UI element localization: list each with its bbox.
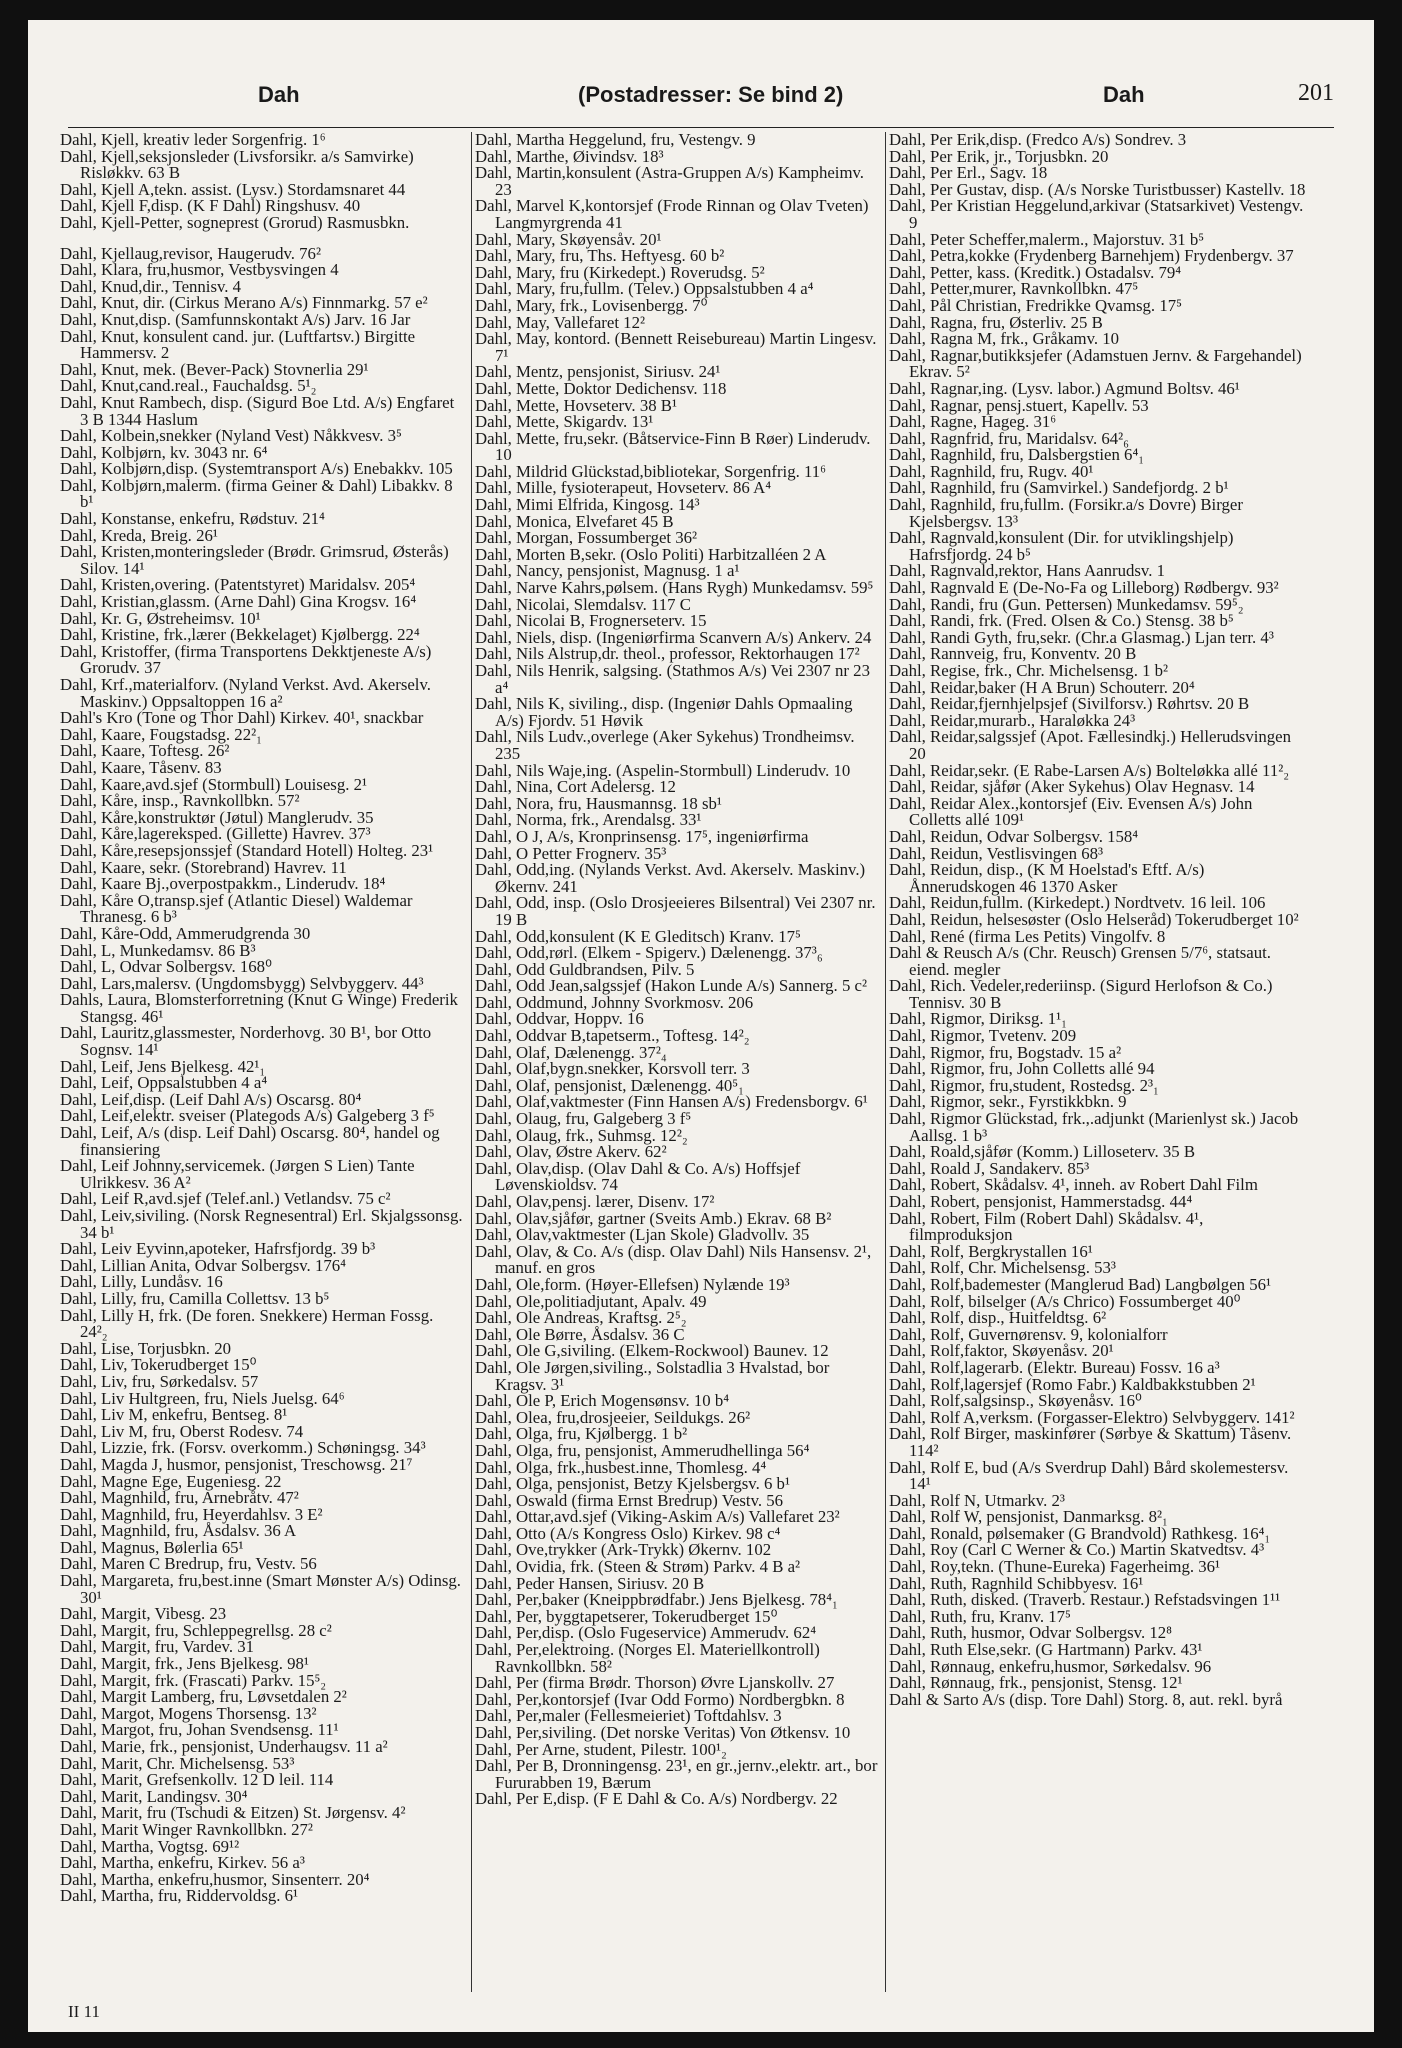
- directory-entry: Dahl, Nicolai B, Frognerseterv. 15: [475, 611, 707, 631]
- directory-entry: Dahl, Reidun,fullm. (Kirkedept.) Nordtvetv. 16 leil. 106: [889, 893, 1266, 913]
- directory-entry: Dahl, Pål Christian, Fredrikke Qvamsg. 17⁵: [889, 295, 1182, 315]
- directory-page: [28, 20, 1374, 2032]
- directory-entry: Dahl, Rolf,faktor, Skøyenåsv. 20¹: [889, 1341, 1114, 1361]
- directory-entry: Dahl, Kjell A,tekn. assist. (Lysv.) Stordamsnaret 44: [60, 179, 406, 199]
- directory-entry: Dahl, Olav,sjåfør, gartner (Sveits Amb.) Ekrav. 68 B²: [475, 1208, 832, 1228]
- directory-entry: Dahl, Kaare, sekr. (Storebrand) Havrev. 11: [60, 857, 347, 877]
- directory-entry: Dahl & Sarto A/s (disp. Tore Dahl) Storg. 8, aut. rekl. byrå: [889, 1689, 1283, 1709]
- directory-entry: Dahl, Liv, fru, Sørkedalsv. 57: [60, 1371, 259, 1391]
- directory-entry: Dahl, Kjell,seksjonsleder (Livsforsikr. a/s Samvirke) Risløkkv. 63 B: [60, 146, 414, 183]
- directory-entry: Dahl, Nils Alstrup,dr. theol., professor, Rektorhaugen 17²: [475, 644, 860, 664]
- directory-entry: Dahl, Ragnar,ing. (Lysv. labor.) Agmund Boltsv. 46¹: [889, 378, 1240, 398]
- directory-entry: Dahl, Margot, fru, Johan Svendsensg. 11¹: [60, 1720, 339, 1740]
- directory-entry: Dahl, Rønnaug, frk., pensjonist, Stensg. 12¹: [889, 1673, 1183, 1693]
- directory-entry: Dahl, Kristoffer, (firma Transportens Dekktjeneste A/s) Grorudv. 37: [60, 641, 432, 678]
- directory-entry: Dahl, Oddvar B,tapetserm., Toftesg. 14²₂: [475, 1026, 750, 1046]
- directory-entry: Dahl, Reidar,salgssjef (Apot. Fællesindkj.) Hellerudsvingen 20: [889, 727, 1292, 763]
- directory-entry: Dahl, Knut,disp. (Samfunnskontakt A/s) Jarv. 16 Jar: [60, 309, 411, 329]
- directory-entry: Dahl, Nils Ludv.,overlege (Aker Sykehus) Trondheimsv. 235: [475, 727, 855, 763]
- directory-entry: Dahl, Mette, Hovseterv. 38 B¹: [475, 395, 678, 415]
- directory-entry: Dahl, Mildrid Glückstad,bibliotekar, Sorgenfrig. 11⁶: [475, 461, 827, 481]
- directory-entry: Dahl, Kåre O,transp.sjef (Atlantic Diesel) Waldemar Thranesg. 6 b³: [60, 890, 413, 927]
- directory-entry: Dahl, Oswald (firma Ernst Bredrup) Vestv. 56: [475, 1490, 784, 1510]
- directory-entry: Dahl, May, Vallefaret 12²: [475, 312, 645, 332]
- header-center-note: (Postadresser: Se bind 2): [578, 82, 844, 107]
- directory-entry: Dahl, Peter Scheffer,malerm., Majorstuv. 31 b⁵: [889, 229, 1205, 249]
- directory-entry: Dahl, Marthe, Øivindsv. 18³: [475, 146, 664, 166]
- directory-entry: Dahl, Magne Ege, Eugeniesg. 22: [60, 1471, 282, 1491]
- directory-entry: Dahl, Kolbjørn,disp. (Systemtransport A/s) Enebakkv. 105: [60, 459, 453, 479]
- directory-entry: Dahl, Rolf A,verksm. (Forgasser-Elektro) Selvbyggerv. 141²: [889, 1407, 1295, 1427]
- directory-entry: Dahl, Reidar,fjernhjelpsjef (Sivilforsv.) Røhrtsv. 20 B: [889, 694, 1250, 714]
- directory-entry: Dahl, Ole,politiadjutant, Apalv. 49: [475, 1291, 707, 1311]
- directory-entry: Dahl, Otto (A/s Kongress Oslo) Kirkev. 98 c⁴: [475, 1523, 781, 1543]
- directory-entry: Dahl, Mary, Skøyensåv. 20¹: [475, 229, 662, 249]
- directory-entry: Dahl, Rolf E, bud (A/s Sverdrup Dahl) Bård skolemestersv. 14¹: [889, 1457, 1289, 1494]
- directory-entry: Dahl, Per Erik, jr., Torjusbkn. 20: [889, 146, 1109, 166]
- directory-entry: Dahl, Reidar,murarb., Haraløkka 24³: [889, 710, 1136, 730]
- directory-entry: Dahl, Monica, Elvefaret 45 B: [475, 511, 674, 531]
- directory-entry: Dahl, Kristen,monteringsleder (Brødr. Grimsrud, Østerås) Silov. 14¹: [60, 542, 449, 578]
- directory-entry: Dahl, Nicolai, Slemdalsv. 117 C: [475, 594, 691, 614]
- directory-entry: Dahl, Kr. G, Østreheimsv. 10¹: [60, 608, 261, 628]
- directory-entry: Dahl, Rigmor, fru,student, Rostedsg. 2³₁: [889, 1075, 1159, 1095]
- directory-entry: Dahl, Rolf, bilselger (A/s Chrico) Fossumberget 40⁰: [889, 1291, 1241, 1311]
- directory-entry: Dahl, Mary, fru, Ths. Heftyesg. 60 b²: [475, 246, 725, 266]
- directory-entry: Dahl, Ottar,avd.sjef (Viking-Askim A/s) Vallefaret 23²: [475, 1507, 840, 1527]
- directory-entry: Dahl, Per Kristian Heggelund,arkivar (Statsarkivet) Vestengv. 9: [889, 196, 1304, 232]
- directory-entry: Dahl, Marie, frk., pensjonist, Underhaugsv. 11 a²: [60, 1737, 388, 1756]
- directory-entry: Dahl, Nils Henrik, salgsing. (Stathmos A/s) Vei 2307 nr 23 a⁴: [475, 661, 870, 697]
- directory-entry: Dahl, Per B, Dronningensg. 23¹, en gr.,jernv.,elektr. art., bor Fururabben 19, Bærum: [475, 1756, 878, 1792]
- directory-entry: Dahl, Per,disp. (Oslo Fugeservice) Ammerudv. 62⁴: [475, 1623, 817, 1643]
- directory-entry: Dahl, Knut, konsulent cand. jur. (Luftfartsv.) Birgitte Hammersv. 2: [60, 326, 416, 363]
- directory-entry: Dahl, Roy (Carl C Werner & Co.) Martin Skatvedtsv. 4³: [889, 1540, 1265, 1560]
- directory-entry: Dahl, Rolf, Bergkrystallen 16¹: [889, 1241, 1093, 1261]
- directory-entry: Dahl, Kaare, Tåsenv. 83: [60, 757, 222, 777]
- directory-entry: Dahl, Olea, fru,drosjeeier, Seildukgs. 26²: [475, 1407, 751, 1427]
- directory-entry: Dahl, Kristian,glassm. (Arne Dahl) Gina Krogsv. 16⁴: [60, 592, 417, 612]
- directory-entry: Dahl, Petter, kass. (Kreditk.) Ostadalsv. 79⁴: [889, 262, 1182, 282]
- directory-entry: Dahl, Ruth, husmor, Odvar Solbergsv. 12⁸: [889, 1623, 1172, 1643]
- directory-entry: Dahl, Mette, Skigardv. 13¹: [475, 412, 654, 432]
- directory-entry: Dahl, Mary, frk., Lovisenbergg. 7⁰: [475, 295, 708, 315]
- directory-entry: Dahl, Rich. Vedeler,rederiinsp. (Sigurd Herlofson & Co.) Tennisv. 30 B: [889, 976, 1273, 1012]
- directory-entry: Dahl, Ove,trykker (Ark-Trykk) Økernv. 102: [475, 1540, 772, 1560]
- directory-entry: Dahl, Olga, frk.,husbest.inne, Thomlesg. 4⁴: [475, 1457, 767, 1477]
- directory-entry: Dahl, Per,kontorsjef (Ivar Odd Formo) Nordbergbkn. 8: [475, 1689, 845, 1709]
- directory-entry: Dahl, Roy,tekn. (Thune-Eureka) Fagerheimg. 36¹: [889, 1557, 1221, 1577]
- directory-entry: Dahl, Margit, frk., Jens Bjelkesg. 98¹: [60, 1654, 309, 1674]
- directory-entry: Dahl, Konstanse, enkefru, Rødstuv. 21⁴: [60, 509, 325, 529]
- directory-entry: Dahl, Kjellaug,revisor, Haugerudv. 76²: [60, 243, 321, 263]
- directory-entry: Dahl, Ole Andreas, Kraftsg. 2⁵₂: [475, 1308, 687, 1328]
- directory-entry: Dahl, Mary, fru,fullm. (Telev.) Oppsalstubben 4 a⁴: [475, 279, 814, 299]
- directory-entry: Dahl, Kjell-Petter, sogneprest (Grorud) Rasmusbkn.: [60, 212, 410, 232]
- directory-entry: Dahl, Kåre,resepsjonssjef (Standard Hotell) Holteg. 23¹: [60, 840, 434, 860]
- directory-entry: Dahl, Kolbein,snekker (Nyland Vest) Nåkkvesv. 3⁵: [60, 426, 402, 446]
- directory-entry: Dahl, Martha, enkefru,husmor, Sinsenterr. 20⁴: [60, 1869, 370, 1889]
- directory-entry: Dahl, Ronald, pølsemaker (G Brandvold) Rathkesg. 16⁴₁: [889, 1523, 1271, 1543]
- column-2: [475, 132, 879, 2002]
- directory-entry: Dahl, Ragna M, frk., Gråkamv. 10: [889, 329, 1120, 349]
- directory-entry: Dahl, Randi, frk. (Fred. Olsen & Co.) Stensg. 38 b⁵: [889, 611, 1234, 631]
- directory-entry: Dahl, Magnhild, fru, Heyerdahlsv. 3 E²: [60, 1504, 323, 1524]
- directory-entry: Dahl, Peder Hansen, Siriusv. 20 B: [475, 1573, 705, 1593]
- page-header: [68, 60, 1334, 107]
- directory-entry: Dahl, Odd, insp. (Oslo Drosjeeieres Bilsentral) Vei 2307 nr. 19 B: [475, 893, 876, 929]
- directory-entry: Dahl, Olaf, Dælenengg. 37²₄: [475, 1042, 667, 1062]
- directory-entry: Dahl, Petter,murer, Ravnkollbkn. 47⁵: [889, 279, 1139, 299]
- directory-entry: Dahl, Kreda, Breig. 26¹: [60, 525, 218, 545]
- directory-entry: Dahl, Rolf, Chr. Michelsensg. 53³: [889, 1258, 1116, 1278]
- directory-entry: Dahl, Rolf W, pensjonist, Danmarksg. 8²₁: [889, 1507, 1168, 1527]
- directory-entry: Dahl, Rolf, Guvernørensv. 9, kolonialforr: [889, 1324, 1168, 1344]
- directory-entry: Dahl, Kolbjørn, kv. 3043 nr. 6⁴: [60, 442, 268, 462]
- directory-entry: Dahl, Kåre-Odd, Ammerudgrenda 30: [60, 923, 311, 943]
- directory-entry: Dahl, Roald J, Sandakerv. 85³: [889, 1158, 1090, 1178]
- directory-entry: Dahl, Lilly, Lundåsv. 16: [60, 1272, 223, 1292]
- directory-entry: Dahl, Leif,disp. (Leif Dahl A/s) Oscarsg. 80⁴: [60, 1089, 362, 1109]
- directory-entry: Dahl, Liv M, enkefru, Bentseg. 8¹: [60, 1405, 288, 1425]
- directory-entry: Dahl, Mette, Doktor Dedichensv. 118: [475, 378, 727, 398]
- directory-entry: Dahl, Petra,kokke (Frydenberg Barnehjem) Frydenbergv. 37: [889, 246, 1294, 266]
- directory-entry: Dahl's Kro (Tone og Thor Dahl) Kirkev. 40¹, snackbar: [60, 708, 424, 728]
- page-footer: II 11: [68, 2002, 100, 2021]
- directory-entry: Dahl, Ole G,siviling. (Elkem-Rockwool) Baunev. 12: [475, 1341, 829, 1361]
- directory-entry: Dahl, Olaf, pensjonist, Dælenengg. 40⁵₁: [475, 1075, 744, 1095]
- directory-entry: Dahl, Reidar Alex.,kontorsjef (Eiv. Evensen A/s) John Colletts allé 109¹: [889, 793, 1253, 830]
- directory-entry: Dahl, Rigmor, Diriksg. 1¹₁: [889, 1009, 1068, 1029]
- directory-entry: Dahl, Rigmor, fru, Bogstadv. 15 a²: [889, 1042, 1122, 1062]
- directory-entry: Dahl, Ragnvald,konsulent (Dir. for utviklingshjelp) Hafrsfjordg. 24 b⁵: [889, 528, 1234, 564]
- directory-entry: Dahl, Lise, Torjusbkn. 20: [60, 1338, 231, 1358]
- directory-entry: Dahl, Rolf,salgsinsp., Skøyenåsv. 16⁰: [889, 1391, 1142, 1411]
- directory-entry: Dahl, Ruth, disked. (Traverb. Restaur.) Refstadsvingen 1¹¹: [889, 1590, 1281, 1610]
- directory-entry: Dahl, Kaare, Fougstadsg. 22²₁: [60, 724, 262, 744]
- directory-entry: Dahl, Rigmor, Tvetenv. 209: [889, 1026, 1077, 1046]
- directory-entry: Dahl, Mimi Elfrida, Kingosg. 14³: [475, 495, 700, 515]
- directory-entry: Dahl, Per,baker (Kneippbrødfabr.) Jens Bjelkesg. 78⁴₁: [475, 1590, 838, 1610]
- directory-entry: Dahl, O J, A/s, Kronprinsensg. 17⁵, ingeniørfirma: [475, 826, 809, 846]
- directory-entry: Dahl, Nils Waje,ing. (Aspelin-Stormbull) Linderudv. 10: [475, 760, 851, 780]
- directory-entry: Dahl, Robert, Skådalsv. 4¹, inneh. av Robert Dahl Film: [889, 1175, 1258, 1195]
- directory-entry: Dahl, Margot, Mogens Thorsensg. 13²: [60, 1703, 317, 1723]
- directory-entry: Dahl, O Petter Frognerv. 35³: [475, 843, 667, 863]
- directory-entry: Dahl, Marvel K,kontorsjef (Frode Rinnan og Olav Tveten) Langmyrgrenda 41: [475, 196, 869, 232]
- directory-entry: Dahl, L, Odvar Solbergsv. 168⁰: [60, 957, 272, 977]
- directory-entry: Dahl, Knud,dir., Tennisv. 4: [60, 276, 242, 296]
- directory-entry: Dahl, Odd,ing. (Nylands Verkst. Avd. Akerselv. Maskinv.) Økernv. 241: [475, 860, 866, 896]
- directory-entry: Dahl, Morten B,sekr. (Oslo Politi) Harbitzalléen 2 A: [475, 544, 827, 564]
- directory-entry: Dahl, Ragnhild, fru, Dalsbergstien 6⁴₁: [889, 445, 1145, 465]
- directory-entry: Dahl, Ruth Else,sekr. (G Hartmann) Parkv. 43¹: [889, 1640, 1203, 1660]
- directory-entry: Dahl, Kolbjørn,malerm. (firma Geiner & Dahl) Libakkv. 8 b¹: [60, 475, 453, 512]
- directory-entry: Dahl, Maren C Bredrup, fru, Vestv. 56: [60, 1554, 317, 1574]
- directory-entry: Dahl, Marit Winger Ravnkollbkn. 27²: [60, 1819, 313, 1839]
- directory-entry: Dahl, Marit, fru (Tschudi & Eitzen) St. Jørgensv. 4²: [60, 1803, 406, 1823]
- directory-entry: Dahl, Randi, fru (Gun. Pettersen) Munkedamsv. 59⁵₂: [889, 594, 1244, 614]
- directory-entry: Dahl, Ruth, fru, Kranv. 17⁵: [889, 1606, 1071, 1626]
- directory-entry: Dahl, Ole P, Erich Mogensønsv. 10 b⁴: [475, 1391, 730, 1411]
- directory-entry: Dahl & Reusch A/s (Chr. Reusch) Grensen 5/7⁶, statsaut. eiend. megler: [889, 943, 1271, 979]
- directory-entry: Dahl, Ragna, fru, Østerliv. 25 B: [889, 312, 1103, 332]
- directory-entry: Dahl, Lars,malersv. (Ungdomsbygg) Selvbyggerv. 44³: [60, 973, 424, 993]
- directory-entry: Dahl, Ragnhild, fru,fullm. (Forsikr.a/s Dovre) Birger Kjelsbergsv. 13³: [889, 495, 1243, 531]
- directory-entry: Dahl, Martha, Vogtsg. 69¹²: [60, 1836, 240, 1856]
- directory-entry: Dahl, Odd,rørl. (Elkem - Spigerv.) Dælenengg. 37³₆: [475, 943, 823, 963]
- directory-entry: Dahl, Liv Hultgreen, fru, Niels Juelsg. 64⁶: [60, 1388, 345, 1408]
- directory-entry: Dahl, Lilly, fru, Camilla Collettsv. 13 b⁵: [60, 1288, 330, 1308]
- directory-entry: Dahl, Oddmund, Johnny Svorkmosv. 206: [475, 992, 754, 1012]
- directory-entry: Dahl, Per, byggtapetserer, Tokerudberget 15⁰: [475, 1606, 778, 1626]
- directory-entry: Dahl, Randi Gyth, fru,sekr. (Chr.a Glasmag.) Ljan terr. 4³: [889, 627, 1274, 647]
- directory-entry: Dahl, Ragnhild, fru (Samvirkel.) Sandefjordg. 2 b¹: [889, 478, 1229, 498]
- directory-entry: Dahl, Knut Rambech, disp. (Sigurd Boe Ltd. A/s) Engfaret 3 B 1344 Haslum: [60, 392, 455, 429]
- directory-entry: Dahl, Kåre,lagereksped. (Gillette) Havrev. 37³: [60, 824, 371, 844]
- directory-entry: Dahl, Norma, frk., Arendalsg. 33¹: [475, 810, 702, 830]
- directory-entry: Dahl, Kjell, kreativ leder Sorgenfrig. 1⁶: [60, 132, 326, 149]
- directory-entry: Dahl, Odd Guldbrandsen, Pilv. 5: [475, 959, 695, 979]
- column-1: [60, 132, 464, 2002]
- directory-entry: Dahl, Leif, Jens Bjelkesg. 42¹₁: [60, 1056, 266, 1076]
- directory-entry: Dahl, Regise, frk., Chr. Michelsensg. 1 b²: [889, 661, 1169, 680]
- directory-entry: Dahl, Olga, fru, pensjonist, Ammerudhellinga 56⁴: [475, 1440, 810, 1460]
- directory-entry: Dahl, Per E,disp. (F E Dahl & Co. A/s) Nordbergv. 22: [475, 1789, 838, 1809]
- directory-entry: Dahl, Olaug, frk., Suhmsg. 12²₂: [475, 1125, 688, 1145]
- column-3: [889, 132, 1307, 2002]
- directory-entry: Dahl, Martha Heggelund, fru, Vestengv. 9: [475, 132, 756, 149]
- directory-entry: Dahl, Magnus, Bølerlia 65¹: [60, 1537, 244, 1557]
- directory-entry: Dahl, Per Arne, student, Pilestr. 100¹₂: [475, 1739, 727, 1759]
- directory-entry: Dahl, Per,maler (Fellesmeieriet) Toftdahlsv. 3: [475, 1706, 782, 1726]
- directory-entry: Dahl, Olav,disp. (Olav Dahl & Co. A/s) Hoffsjef Løvenskioldsv. 74: [475, 1158, 801, 1195]
- directory-entry: Dahl, Per Gustav, disp. (A/s Norske Turistbusser) Kastellv. 18: [889, 179, 1306, 199]
- directory-entry: Dahl, L, Munkedamsv. 86 B³: [60, 940, 256, 960]
- directory-entry: Dahl, Roald,sjåfør (Komm.) Lilloseterv. 35 B: [889, 1142, 1196, 1162]
- directory-entry: Dahl, Margit, fru, Vardev. 31: [60, 1637, 255, 1657]
- directory-entry: Dahl, Margareta, fru,best.inne (Smart Mønster A/s) Odinsg. 30¹: [60, 1571, 461, 1607]
- directory-entry: Dahl, Olav,pensj. lærer, Disenv. 17²: [475, 1192, 715, 1211]
- directory-entry: Dahl, Nina, Cort Adelersg. 12: [475, 777, 676, 797]
- directory-entry: Dahls, Laura, Blomsterforretning (Knut G Winge) Frederik Stangsg. 46¹: [60, 990, 458, 1026]
- directory-entry: Dahl, Rønnaug, enkefru,husmor, Sørkedalsv. 96: [889, 1656, 1212, 1676]
- directory-entry: Dahl, Ovidia, frk. (Steen & Strøm) Parkv. 4 B a²: [475, 1557, 801, 1577]
- directory-entry: Dahl, Lauritz,glassmester, Norderhovg. 30 B¹, bor Otto Sognsv. 14¹: [60, 1023, 432, 1060]
- directory-entry: Dahl, Olga, pensjonist, Betzy Kjelsbergsv. 6 b¹: [475, 1474, 790, 1494]
- directory-entry: Dahl, Martha, fru, Riddervoldsg. 6¹: [60, 1886, 299, 1906]
- directory-entry: Dahl, Marit, Landingsv. 30⁴: [60, 1786, 248, 1806]
- directory-entry: Dahl, Krf.,materialforv. (Nyland Verkst. Avd. Akerselv. Maskinv.) Oppsaltoppen 16 a²: [60, 675, 431, 711]
- directory-entry: Dahl, Rigmor Glückstad, frk.,.adjunkt (Marienlyst sk.) Jacob Aallsg. 1 b³: [889, 1109, 1299, 1145]
- directory-entry: Dahl, May, kontord. (Bennett Reisebureau) Martin Lingesv. 7¹: [475, 329, 877, 365]
- directory-entry: Dahl, Martin,konsulent (Astra-Gruppen A/s) Kampheimv. 23: [475, 163, 864, 199]
- directory-entry: Dahl, Ragnfrid, fru, Maridalsv. 64²₆: [889, 428, 1130, 448]
- header-rule: [68, 127, 1334, 128]
- directory-entry: Dahl, Mary, fru (Kirkedept.) Roverudsg. 5²: [475, 262, 765, 282]
- directory-entry: Dahl, Magda J, husmor, pensjonist, Treschowsg. 21⁷: [60, 1454, 413, 1474]
- directory-entry: Dahl, Olav, & Co. A/s (disp. Olav Dahl) Nils Hansensv. 2¹, manuf. en gros: [475, 1241, 872, 1278]
- directory-entry: Dahl, Per,siviling. (Det norske Veritas) Von Øtkensv. 10: [475, 1723, 851, 1742]
- directory-entry: Dahl, Ruth, Ragnhild Schibbyesv. 16¹: [889, 1573, 1144, 1593]
- directory-entry: Dahl, Nils K, siviling., disp. (Ingeniør Dahls Opmaaling A/s) Fjordv. 51 Høvik: [475, 694, 853, 730]
- directory-entry: Dahl, René (firma Les Petits) Vingolfv. 8: [889, 926, 1166, 946]
- directory-entry: Dahl, Reidar,sekr. (E Rabe-Larsen A/s) Bolteløkka allé 11²₂: [889, 760, 1290, 780]
- directory-entry: Dahl, Reidar, sjåfør (Aker Sykehus) Olav Hegnasv. 14: [889, 777, 1255, 797]
- directory-entry: Dahl, Kåre, insp., Ravnkollbkn. 57²: [60, 791, 300, 811]
- directory-entry: Dahl, Kjell F,disp. (K F Dahl) Ringshusv. 40: [60, 196, 361, 216]
- directory-entry: Dahl, Olaf,bygn.snekker, Korsvoll terr. 3: [475, 1059, 750, 1079]
- directory-entry: Dahl, Robert, Film (Robert Dahl) Skådalsv. 4¹, filmproduksjon: [889, 1208, 1204, 1245]
- directory-entry: Dahl, Knut, dir. (Cirkus Merano A/s) Finnmarkg. 57 e²: [60, 293, 428, 313]
- directory-entry: Dahl, Olav, Østre Akerv. 62²: [475, 1142, 667, 1162]
- directory-entry: Dahl, Mentz, pensjonist, Siriusv. 24¹: [475, 362, 721, 382]
- directory-entry: Dahl, Lillian Anita, Odvar Solbergsv. 176⁴: [60, 1255, 346, 1275]
- directory-entry: Dahl, Ragnar,butikksjefer (Adamstuen Jernv. & Fargehandel) Ekrav. 5²: [889, 345, 1302, 382]
- directory-entry: Dahl, Mette, fru,sekr. (Båtservice-Finn B Røer) Linderudv. 10: [475, 428, 871, 465]
- directory-entry: Dahl, Rolf,lagerarb. (Elektr. Bureau) Fossv. 16 a³: [889, 1357, 1220, 1377]
- directory-entry: Dahl, Ole,form. (Høyer-Ellefsen) Nylænde 19³: [475, 1274, 790, 1294]
- directory-entry: Dahl, Ole Børre, Åsdalsv. 36 C: [475, 1324, 685, 1344]
- header-left-keyword: Dah: [258, 82, 300, 107]
- directory-entry: Dahl, Leif,elektr. sveiser (Plategods A/s) Galgeberg 3 f⁵: [60, 1106, 435, 1126]
- directory-entry: Dahl, Magnhild, fru, Åsdalsv. 36 A: [60, 1521, 297, 1541]
- directory-entry: Dahl, Rolf,bademester (Manglerud Bad) Langbølgen 56¹: [889, 1274, 1272, 1294]
- directory-entry: Dahl, Kåre,konstruktør (Jøtul) Manglerudv. 35: [60, 807, 374, 827]
- directory-entry: Dahl, Reidun, Vestlisvingen 68³: [889, 843, 1104, 863]
- directory-entry: Dahl, Olaf,vaktmester (Finn Hansen A/s) Fredensborgv. 6¹: [475, 1092, 868, 1112]
- directory-entry: Dahl, Lilly H, frk. (De foren. Snekkere) Herman Fossg. 24²₂: [60, 1305, 434, 1342]
- directory-entry: Dahl, Rolf,lagersjef (Romo Fabr.) Kaldbakkstubben 2¹: [889, 1374, 1256, 1394]
- directory-entry: Dahl, Reidun, helsesøster (Oslo Helseråd) Tokerudberget 10²: [889, 909, 1299, 929]
- directory-entry: Dahl, Marit, Grefsenkollv. 12 D leil. 114: [60, 1770, 334, 1790]
- directory-entry: Dahl, Olav,vaktmester (Ljan Skole) Gladvollv. 35: [475, 1225, 810, 1245]
- directory-entry: Dahl, Rolf Birger, maskinfører (Sørbye & Skattum) Tåsenv. 114²: [889, 1424, 1292, 1460]
- directory-entry: Dahl, Kristen,overing. (Patentstyret) Maridalsv. 205⁴: [60, 575, 416, 595]
- directory-entry: Dahl, Kristine, frk.,lærer (Bekkelaget) Kjølbergg. 22⁴: [60, 625, 420, 645]
- column-divider: [885, 132, 886, 1992]
- directory-entry: Dahl, Reidun, disp., (K M Hoelstad's Eftf. A/s) Ånnerudskogen 46 1370 Asker: [889, 860, 1205, 896]
- directory-entry: Dahl, Odd,konsulent (K E Gleditsch) Kranv. 17⁵: [475, 926, 801, 946]
- directory-entry: Dahl, Narve Kahrs,pølsem. (Hans Rygh) Munkedamsv. 59⁵: [475, 578, 874, 598]
- directory-entry: Dahl, Olga, fru, Kjølbergg. 1 b²: [475, 1424, 688, 1444]
- directory-entry: Dahl, Leiv,siviling. (Norsk Regnesentral) Erl. Skjalgssonsg. 34 b¹: [60, 1206, 463, 1242]
- directory-entry: Dahl, Ole Jørgen,siviling., Solstadlia 3 Hvalstad, bor Kragsv. 3¹: [475, 1357, 830, 1394]
- directory-entry: Dahl, Reidun, Odvar Solbergsv. 158⁴: [889, 826, 1139, 846]
- directory-entry: Dahl, Ragnvald,rektor, Hans Aanrudsv. 1: [889, 561, 1166, 581]
- directory-entry: Dahl, Leif, A/s (disp. Leif Dahl) Oscarsg. 80⁴, handel og finansiering: [60, 1123, 440, 1159]
- page-number: 201: [1298, 80, 1334, 106]
- directory-entry: Dahl, Reidar,baker (H A Brun) Schouterr. 20⁴: [889, 677, 1195, 697]
- directory-entry: Dahl, Leiv Eyvinn,apoteker, Hafrsfjordg. 39 b³: [60, 1239, 376, 1259]
- directory-entry: Dahl, Leif Johnny,servicemek. (Jørgen S Lien) Tante Ulrikkesv. 36 A²: [60, 1156, 415, 1192]
- directory-entry: Dahl, Liv M, fru, Oberst Rodesv. 74: [60, 1421, 304, 1441]
- directory-entry: Dahl, Margit, fru, Schleppegrellsg. 28 c²: [60, 1620, 332, 1640]
- directory-entry: Dahl, Oddvar, Hoppv. 16: [475, 1009, 644, 1029]
- directory-entry: Dahl, Per,elektroing. (Norges El. Materiellkontroll) Ravnkollbkn. 58²: [475, 1640, 820, 1676]
- directory-entry: Dahl, Nancy, pensjonist, Magnusg. 1 a¹: [475, 561, 740, 581]
- directory-entry: Dahl, Klara, fru,husmor, Vestbysvingen 4: [60, 260, 339, 280]
- column-divider: [471, 132, 472, 1992]
- directory-entry: Dahl, Leif R,avd.sjef (Telef.anl.) Vetlandsv. 75 c²: [60, 1189, 391, 1209]
- directory-entry: Dahl, Magnhild, fru, Arnebråtv. 47²: [60, 1488, 299, 1508]
- directory-entry: Dahl, Olaug, fru, Galgeberg 3 f⁵: [475, 1109, 692, 1129]
- directory-entry: Dahl, Marit, Chr. Michelsensg. 53³: [60, 1753, 295, 1773]
- directory-entry: Dahl, Kaare,avd.sjef (Stormbull) Louisesg. 2¹: [60, 774, 368, 794]
- directory-entry: Dahl, Rolf N, Utmarkv. 2³: [889, 1490, 1065, 1510]
- directory-entry: Dahl, Niels, disp. (Ingeniørfirma Scanvern A/s) Ankerv. 24: [475, 627, 872, 647]
- directory-entry: Dahl, Morgan, Fossumberget 36²: [475, 528, 698, 548]
- directory-entry: Dahl, Margit Lamberg, fru, Løvsetdalen 2²: [60, 1687, 347, 1707]
- directory-entry: Dahl, Mille, fysioterapeut, Hovseterv. 86 A⁴: [475, 478, 772, 498]
- directory-entry: Dahl, Margit, Vibesg. 23: [60, 1604, 227, 1624]
- header-right-keyword: Dah: [1103, 82, 1145, 107]
- directory-entry: Dahl, Ragnhild, fru, Rugv. 40¹: [889, 461, 1094, 481]
- directory-entry: Dahl, Knut, mek. (Bever-Pack) Stovnerlia 29¹: [60, 359, 369, 379]
- directory-entry: Dahl, Ragnvald E (De-No-Fa og Lilleborg) Rødbergv. 93²: [889, 578, 1279, 598]
- directory-entry: Dahl, Nora, fru, Hausmannsg. 18 sb¹: [475, 793, 722, 813]
- directory-entry: Dahl, Knut,cand.real., Fauchaldsg. 5¹₂: [60, 376, 317, 396]
- directory-entry: Dahl, Rannveig, fru, Konventv. 20 B: [889, 644, 1137, 664]
- directory-entry: Dahl, Margit, frk. (Frascati) Parkv. 15⁵₂: [60, 1670, 327, 1690]
- directory-entry: Dahl, Kaare, Toftesg. 26²: [60, 741, 230, 761]
- directory-entry: Dahl, Per Erik,disp. (Fredco A/s) Sondrev. 3: [889, 132, 1187, 149]
- directory-entry: Dahl, Per Erl., Sagv. 18: [889, 163, 1048, 183]
- directory-entry: Dahl, Per (firma Brødr. Thorson) Øvre Ljanskollv. 27: [475, 1673, 835, 1693]
- directory-entry: Dahl, Lizzie, frk. (Forsv. overkomm.) Schøningsg. 34³: [60, 1438, 426, 1458]
- directory-entry: Dahl, Rigmor, sekr., Fyrstikkbkn. 9: [889, 1092, 1127, 1112]
- directory-entry: Dahl, Liv, Tokerudberget 15⁰: [60, 1355, 257, 1375]
- directory-entry: Dahl, Martha, enkefru, Kirkev. 56 a³: [60, 1853, 305, 1873]
- directory-entry: Dahl, Rigmor, fru, John Colletts allé 94: [889, 1059, 1155, 1079]
- directory-entry: Dahl, Leif, Oppsalstubben 4 a⁴: [60, 1073, 268, 1093]
- directory-entry: Dahl, Robert, pensjonist, Hammerstadsg. 44⁴: [889, 1192, 1193, 1211]
- directory-entry: Dahl, Ragne, Hageg. 31⁶: [889, 412, 1057, 432]
- directory-entry: Dahl, Odd Jean,salgssjef (Hakon Lunde A/s) Sannerg. 5 c²: [475, 976, 868, 996]
- directory-entry: Dahl, Kaare Bj.,overpostpakkm., Linderudv. 18⁴: [60, 874, 386, 894]
- directory-entry: Dahl, Ragnar, pensj.stuert, Kapellv. 53: [889, 395, 1149, 415]
- directory-entry: Dahl, Rolf, disp., Huitfeldtsg. 6²: [889, 1308, 1107, 1328]
